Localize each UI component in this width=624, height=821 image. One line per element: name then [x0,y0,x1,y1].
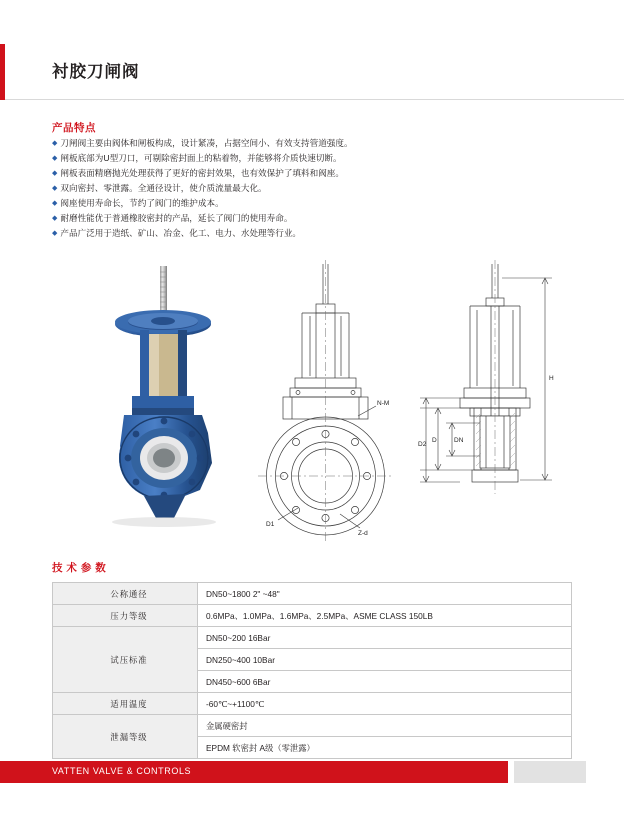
row-label: 试压标准 [53,627,198,693]
row-label: 泄漏等级 [53,715,198,759]
product-figures [40,258,592,548]
row-value: DN250~400 10Bar [198,649,572,671]
feature-text: 耐磨性能优于普通橡胶密封的产品，延长了阀门的使用寿命。 [60,213,293,223]
tech-section-title: 技 术 参 数 [52,562,107,574]
label-d1: D1 [266,521,275,528]
page-footer [0,761,624,783]
diamond-bullet-icon: ◆ [52,155,58,162]
page-title: 衬胶刀闸阀 [52,63,140,81]
features-section-title: 产品特点 [52,122,96,134]
row-label: 公称通径 [53,583,198,605]
label-d2: D2 [418,441,427,448]
list-item [52,226,582,241]
table-row [53,583,572,605]
table-row [53,693,572,715]
row-value: DN50~200 16Bar [198,627,572,649]
feature-text: 产品广泛用于造纸、矿山、冶金、化工、电力、水处理等行业。 [60,228,302,238]
label-d: D [432,437,437,444]
footer-brand: VATTEN VALVE & CONTROLS [52,766,192,776]
label-h: H [549,375,554,382]
list-item [52,166,582,181]
diamond-bullet-icon: ◆ [52,200,58,207]
list-item [52,151,582,166]
front-view-drawing [258,260,393,544]
feature-text: 闸板表面精磨抛光处理获得了更好的密封效果，也有效保护了填料和阀座。 [60,168,344,178]
row-value: DN450~600 6Bar [198,671,572,693]
page-header [0,44,624,100]
diamond-bullet-icon: ◆ [52,140,58,147]
list-item [52,196,582,211]
diamond-bullet-icon: ◆ [52,230,58,237]
row-label: 适用温度 [53,693,198,715]
row-value: DN50~1800 2" ~48" [198,583,572,605]
features-list [52,136,582,241]
section-view-drawing [420,260,552,494]
row-value: 金属硬密封 [198,715,572,737]
header-accent-bar [0,44,5,100]
table-row [53,605,572,627]
footer-gray-bar [514,761,586,783]
diamond-bullet-icon: ◆ [52,185,58,192]
spec-table [52,582,572,759]
row-label: 压力等级 [53,605,198,627]
spec-table-wrap [52,582,572,759]
list-item [52,136,582,151]
feature-text: 阀座使用寿命长，节约了阀门的维护成本。 [60,198,224,208]
table-row [53,627,572,649]
row-value: 0.6MPa、1.0MPa、1.6MPa、2.5MPa、ASME CLASS 150LB [198,605,572,627]
list-item [52,211,582,226]
diamond-bullet-icon: ◆ [52,170,58,177]
feature-text: 双向密封、零泄露。全通径设计，使介质流量最大化。 [60,183,267,193]
label-n-m: N-M [377,400,390,407]
row-value: -60℃~+1100℃ [198,693,572,715]
table-row [53,715,572,737]
valve-photo [112,266,216,527]
feature-text: 刀闸阀主要由阀体和闸板构成，设计紧凑，占据空间小、有效支持管道强度。 [60,138,353,148]
label-z-d: Z-d [358,530,368,537]
label-dn: DN [454,437,464,444]
figures-svg [40,258,592,548]
feature-text: 闸板底部为U型刀口，可剔除密封面上的粘着物，并能够将介质快速切断。 [60,153,342,163]
list-item [52,181,582,196]
row-value: EPDM 软密封 A级（零泄露） [198,737,572,759]
diamond-bullet-icon: ◆ [52,215,58,222]
